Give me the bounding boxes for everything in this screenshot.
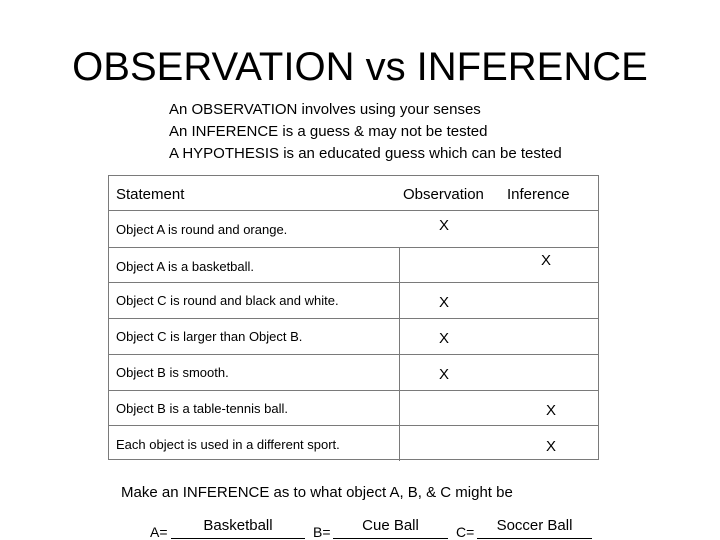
inference-prompt: Make an INFERENCE as to what object A, B, & C might be xyxy=(121,484,513,501)
observation-mark: X xyxy=(439,294,450,311)
statement-cell: Each object is used in a different sport. xyxy=(116,437,340,452)
observation-mark: X xyxy=(439,217,450,234)
observation-mark: X xyxy=(439,330,450,347)
answer-a-label: A= xyxy=(150,524,168,540)
page-title: OBSERVATION vs INFERENCE xyxy=(72,45,648,89)
answer-a-field[interactable] xyxy=(171,514,305,539)
definition-hypothesis: A HYPOTHESIS is an educated guess which can be tested xyxy=(169,145,562,162)
statement-cell: Object C is round and black and white. xyxy=(116,293,339,308)
inference-mark: X xyxy=(546,402,557,419)
row-divider xyxy=(109,390,598,391)
row-divider xyxy=(109,282,598,283)
row-divider xyxy=(109,247,598,248)
inference-mark: X xyxy=(541,252,552,269)
statement-cell: Object C is larger than Object B. xyxy=(116,329,303,344)
answer-b-field[interactable] xyxy=(333,514,448,539)
answer-c-label: C= xyxy=(456,524,475,540)
answer-c xyxy=(456,514,594,540)
answer-a-value: Basketball xyxy=(203,517,273,534)
answer-b-value: Cue Ball xyxy=(362,517,419,534)
row-divider xyxy=(109,354,598,355)
answer-a xyxy=(150,514,306,540)
header-inference: Inference xyxy=(507,186,570,203)
header-statement: Statement xyxy=(116,186,185,203)
header-observation: Observation xyxy=(403,186,484,203)
answer-c-value: Soccer Ball xyxy=(496,517,573,534)
statement-cell: Object A is round and orange. xyxy=(116,222,288,237)
definition-observation: An OBSERVATION involves using your senses xyxy=(169,101,481,118)
classification-table xyxy=(108,175,599,460)
row-divider xyxy=(109,425,598,426)
definition-inference: An INFERENCE is a guess & may not be tested xyxy=(169,123,488,140)
statement-cell: Object B is smooth. xyxy=(116,365,229,380)
statement-cell: Object B is a table-tennis ball. xyxy=(116,401,288,416)
observation-mark: X xyxy=(439,366,450,383)
answer-c-field[interactable] xyxy=(477,514,592,539)
definitions xyxy=(169,99,562,165)
statement-cell: Object A is a basketball. xyxy=(116,259,255,274)
row-divider xyxy=(109,318,598,319)
answer-b xyxy=(313,514,449,540)
answer-b-label: B= xyxy=(313,524,331,540)
column-divider xyxy=(399,247,400,461)
row-divider xyxy=(109,210,598,211)
inference-mark: X xyxy=(546,438,557,455)
